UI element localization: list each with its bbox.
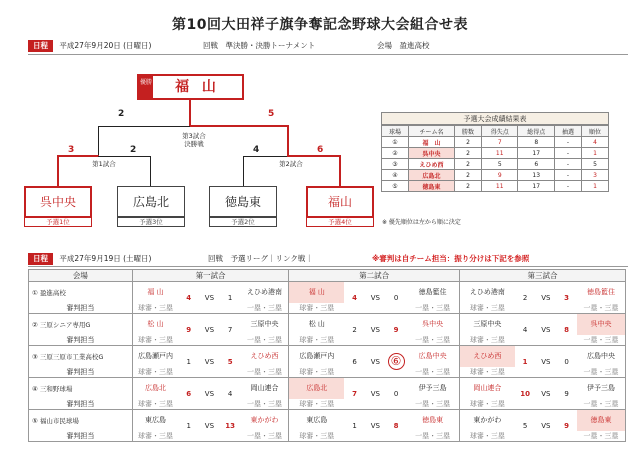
prelim-cell: - (554, 170, 581, 181)
divider-2 (28, 266, 628, 267)
semi2-score-right: 6 (317, 145, 324, 155)
col-venue: 会場 (29, 270, 133, 282)
sub-label: 球審・三塁 (459, 335, 514, 346)
prelim-cell: 1 (581, 148, 608, 159)
team-home: 東広島 (289, 410, 344, 431)
score-away: 5 (220, 346, 241, 378)
sub-label: 球審・三塁 (132, 399, 178, 410)
date-label-2: 日程 (28, 253, 53, 265)
sub-label: 一塁・三塁 (406, 367, 459, 378)
prelim-cell: 2 (455, 170, 482, 181)
prelim-cell: 6 (518, 159, 555, 170)
prelim-cell: 広島北 (408, 170, 454, 181)
semi1-score-left: 3 (68, 145, 75, 155)
umpire-label: 審判担当 (29, 335, 133, 346)
vs-label: VS (199, 378, 220, 410)
venue-row (29, 346, 626, 367)
venue-name: 福山市民球場 (39, 416, 79, 425)
prelim-title: 予選大会成績結果表 (381, 112, 609, 125)
team-home: 三原中央 (459, 314, 514, 335)
sub-label: 球審・三塁 (459, 367, 514, 378)
umpire-label: 審判担当 (29, 303, 133, 314)
prelim-row (382, 170, 609, 181)
score-home: 1 (344, 410, 365, 442)
team-away: 三原中央 (241, 314, 289, 335)
team-home: えひめ港南 (459, 282, 514, 303)
prelim-cell: - (554, 159, 581, 170)
prelim-cell: 7 (481, 137, 518, 148)
team-away: 伊予三島 (577, 378, 626, 399)
prelim-cell: えひめ西 (408, 159, 454, 170)
team-home: 広島北 (289, 378, 344, 399)
vs-label: VS (535, 314, 556, 346)
prelim-header: 総得点 (518, 126, 555, 137)
prelim-cell: 5 (481, 159, 518, 170)
prelim-cell: 3 (581, 170, 608, 181)
venue-number: ① (32, 288, 38, 297)
col-game1: 第一試合 (132, 270, 289, 282)
semi2-title: 第2試合 (279, 160, 303, 168)
final-score-left: 2 (118, 109, 125, 119)
score-home: 4 (515, 314, 536, 346)
final-score-right: 5 (268, 109, 275, 119)
umpire-notice: ※審判は自チーム担当：振り分けは下記を参照 (372, 254, 530, 263)
team-away: 広島中央 (406, 346, 459, 367)
prelim-cell: - (554, 181, 581, 192)
prelim-cell: ③ (382, 159, 409, 170)
col-game3: 第三試合 (459, 270, 625, 282)
venue-row (29, 410, 626, 431)
venue-cell (29, 314, 133, 335)
prelim-row (382, 137, 609, 148)
score-home: 10 (515, 378, 536, 410)
score-away: 3 (556, 282, 577, 314)
sub-label: 球審・三塁 (289, 431, 344, 442)
date-text-2: 平成27年9月19日 (土曜日) (59, 254, 152, 263)
prelim-note: ※ 優先順位は左から順に決定 (382, 219, 461, 226)
team-away: 徳島籃住 (577, 282, 626, 303)
score-home: 4 (344, 282, 365, 314)
team-home: 福 山 (289, 282, 344, 303)
team-box-2: 広島北 (117, 186, 185, 218)
schedule-header-1 (28, 40, 628, 52)
prelim-cell: 2 (455, 181, 482, 192)
venue-name: 三和野球場 (39, 384, 73, 393)
prelim-cell: ② (382, 148, 409, 159)
score-away: 0 (386, 282, 407, 314)
team-away: 徳島籃住 (406, 282, 459, 303)
team-home: 広島瀬戸内 (289, 346, 344, 367)
prelim-header: チーム名 (408, 126, 454, 137)
col-game2: 第二試合 (289, 270, 460, 282)
vs-label: VS (535, 378, 556, 410)
prelim-header: 球場 (382, 126, 409, 137)
prelim-cell: 13 (518, 170, 555, 181)
divider (28, 54, 628, 55)
prelim-header: 得失点 (481, 126, 518, 137)
vs-label: VS (535, 346, 556, 378)
prelim-cell: 17 (518, 181, 555, 192)
venue-number: ② (32, 320, 38, 329)
schedule-table (28, 269, 626, 442)
page-title: 第10回大田祥子旗争奪記念野球大会組合せ表 (172, 17, 468, 33)
team-home: えひめ西 (459, 346, 514, 367)
prelim-header: 順位 (581, 126, 608, 137)
champion-label: 優勝 (139, 76, 153, 98)
prelim-cell: 4 (581, 137, 608, 148)
sub-label: 一塁・三塁 (577, 303, 626, 314)
team-away: えひめ西 (241, 346, 289, 367)
prelim-cell: ① (382, 137, 409, 148)
prelim-cell: 2 (455, 137, 482, 148)
venue-cell (29, 378, 133, 399)
team-away: 東かがわ (241, 410, 289, 431)
date-label: 日程 (28, 40, 53, 52)
sub-label: 一塁・三塁 (577, 431, 626, 442)
score-away: 8 (386, 410, 407, 442)
qual-label-2: 予選3位 (117, 216, 185, 227)
team-home: 松 山 (289, 314, 344, 335)
sub-label: 一塁・三塁 (577, 399, 626, 410)
sub-label: 球審・三塁 (132, 335, 178, 346)
venue-cell (29, 410, 133, 431)
qual-label-3: 予選2位 (209, 216, 277, 227)
prelim-cell: 2 (455, 148, 482, 159)
sub-label: 一塁・三塁 (241, 335, 289, 346)
score-home: 1 (515, 346, 536, 378)
score-home: 1 (178, 346, 199, 378)
sub-label: 球審・三塁 (289, 399, 344, 410)
prelim-table (381, 125, 609, 192)
sub-label: 一塁・三塁 (577, 335, 626, 346)
sub-label: 一塁・三塁 (406, 335, 459, 346)
prelim-cell: 11 (481, 148, 518, 159)
sub-label: 一塁・三塁 (406, 399, 459, 410)
venue-number: ④ (32, 384, 38, 393)
sub-label: 球審・三塁 (132, 431, 178, 442)
venue-row (29, 282, 626, 303)
vs-label: VS (535, 282, 556, 314)
team-home: 東広島 (132, 410, 178, 431)
vs-label: VS (199, 410, 220, 442)
sub-label: 球審・三塁 (289, 367, 344, 378)
score-home: 6 (344, 346, 365, 378)
sub-label: 一塁・三塁 (406, 431, 459, 442)
team-box-3: 徳島東 (209, 186, 277, 218)
team-box-1: 呉中央 (24, 186, 92, 218)
umpire-label: 審判担当 (29, 399, 133, 410)
prelim-cell: 2 (455, 159, 482, 170)
vs-label: VS (365, 378, 386, 410)
sub-label: 球審・三塁 (459, 303, 514, 314)
score-away: 0 (556, 346, 577, 378)
prelim-cell: - (554, 148, 581, 159)
sub-label: 球審・三塁 (289, 335, 344, 346)
team-away: えひめ港南 (241, 282, 289, 303)
venue-cell (29, 346, 133, 367)
sub-label: 球審・三塁 (132, 303, 178, 314)
semi1-title: 第1試合 (92, 160, 116, 168)
final-title: 第3試合 決勝戦 (182, 132, 206, 148)
prelim-header: 勝数 (455, 126, 482, 137)
prelim-cell: ④ (382, 170, 409, 181)
team-away: 伊予三島 (406, 378, 459, 399)
schedule-header-2 (28, 253, 152, 265)
score-away: 9 (556, 410, 577, 442)
score-home: 6 (178, 378, 199, 410)
score-away: 9 (386, 314, 407, 346)
prelim-cell: 福 山 (408, 137, 454, 148)
team-home: 東かがわ (459, 410, 514, 431)
score-away: 7 (220, 314, 241, 346)
score-away: 4 (220, 378, 241, 410)
venue-row (29, 314, 626, 335)
prelim-row (382, 159, 609, 170)
score-home: 7 (344, 378, 365, 410)
score-home: 9 (178, 314, 199, 346)
qual-label-4: 予選4位 (306, 216, 374, 227)
champion-name: 福 山 (175, 79, 220, 95)
vs-label: VS (535, 410, 556, 442)
vs-label: VS (199, 314, 220, 346)
umpire-label: 審判担当 (29, 431, 133, 442)
champion-box (137, 74, 244, 100)
team-home: 松 山 (132, 314, 178, 335)
vs-label: VS (199, 346, 220, 378)
venue-name: 盈進高校 (39, 288, 66, 297)
vs-label: VS (365, 410, 386, 442)
prelim-cell: 8 (518, 137, 555, 148)
vs-label: VS (365, 282, 386, 314)
score-home: 5 (515, 410, 536, 442)
venue-cell (29, 282, 133, 303)
sub-label: 球審・三塁 (459, 431, 514, 442)
prelim-cell: - (554, 137, 581, 148)
team-away: 徳島東 (406, 410, 459, 431)
vs-label: VS (365, 314, 386, 346)
venue-number: ③ (32, 352, 38, 361)
qual-label-1: 予選1位 (24, 216, 92, 227)
prelim-cell: 呉中央 (408, 148, 454, 159)
score-away: 8 (556, 314, 577, 346)
venue-row (29, 378, 626, 399)
venue-text: 会場 盈進高校 (377, 41, 430, 50)
sub-label: 球審・三塁 (459, 399, 514, 410)
vs-label: VS (199, 282, 220, 314)
team-home: 岡山連合 (459, 378, 514, 399)
semi2-score-left: 4 (253, 145, 260, 155)
team-home: 広島北 (132, 378, 178, 399)
sub-label: 一塁・三塁 (241, 399, 289, 410)
prelim-cell: 9 (481, 170, 518, 181)
prelim-cell: 5 (581, 159, 608, 170)
score-home: 1 (178, 410, 199, 442)
team-away: 呉中央 (406, 314, 459, 335)
score-home: 2 (515, 282, 536, 314)
prelim-cell: 11 (481, 181, 518, 192)
sub-label: 球審・三塁 (132, 367, 178, 378)
sub-label: 一塁・三塁 (241, 303, 289, 314)
semi1-score-right: 2 (130, 145, 137, 155)
team-away: 広島中央 (577, 346, 626, 367)
sub-label: 一塁・三塁 (406, 303, 459, 314)
prelim-cell: 17 (518, 148, 555, 159)
score-away: ⑥ (386, 346, 407, 378)
team-box-4: 福山 (306, 186, 374, 218)
date-text: 平成27年9月20日 (日曜日) (59, 41, 152, 50)
sub-label: 球審・三塁 (289, 303, 344, 314)
score-away: 0 (386, 378, 407, 410)
prelim-row (382, 148, 609, 159)
score-away: 1 (220, 282, 241, 314)
score-away: 13 (220, 410, 241, 442)
venue-name: 三原三原市工業高校G (39, 352, 104, 361)
venue-name: 三原シニア専用G (39, 320, 91, 329)
team-home: 福 山 (132, 282, 178, 303)
venue-number: ⑤ (32, 416, 38, 425)
prelim-cell: 徳島東 (408, 181, 454, 192)
prelim-cell: ⑤ (382, 181, 409, 192)
team-away: 岡山連合 (241, 378, 289, 399)
umpire-label: 審判担当 (29, 367, 133, 378)
score-home: 4 (178, 282, 199, 314)
score-away: 9 (556, 378, 577, 410)
prelim-row (382, 181, 609, 192)
round-text-2: 回戦 予選リーグ｜リンク戦｜ (208, 254, 313, 263)
score-home: 2 (344, 314, 365, 346)
sub-label: 一塁・三塁 (577, 367, 626, 378)
team-away: 徳島東 (577, 410, 626, 431)
prelim-cell: 1 (581, 181, 608, 192)
team-home: 広島瀬戸内 (132, 346, 178, 367)
sub-label: 一塁・三塁 (241, 367, 289, 378)
vs-label: VS (365, 346, 386, 378)
sub-label: 一塁・三塁 (241, 431, 289, 442)
team-away: 呉中央 (577, 314, 626, 335)
round-text: 回戦 準決勝・決勝トーナメント (203, 41, 316, 50)
prelim-header: 抽選 (554, 126, 581, 137)
